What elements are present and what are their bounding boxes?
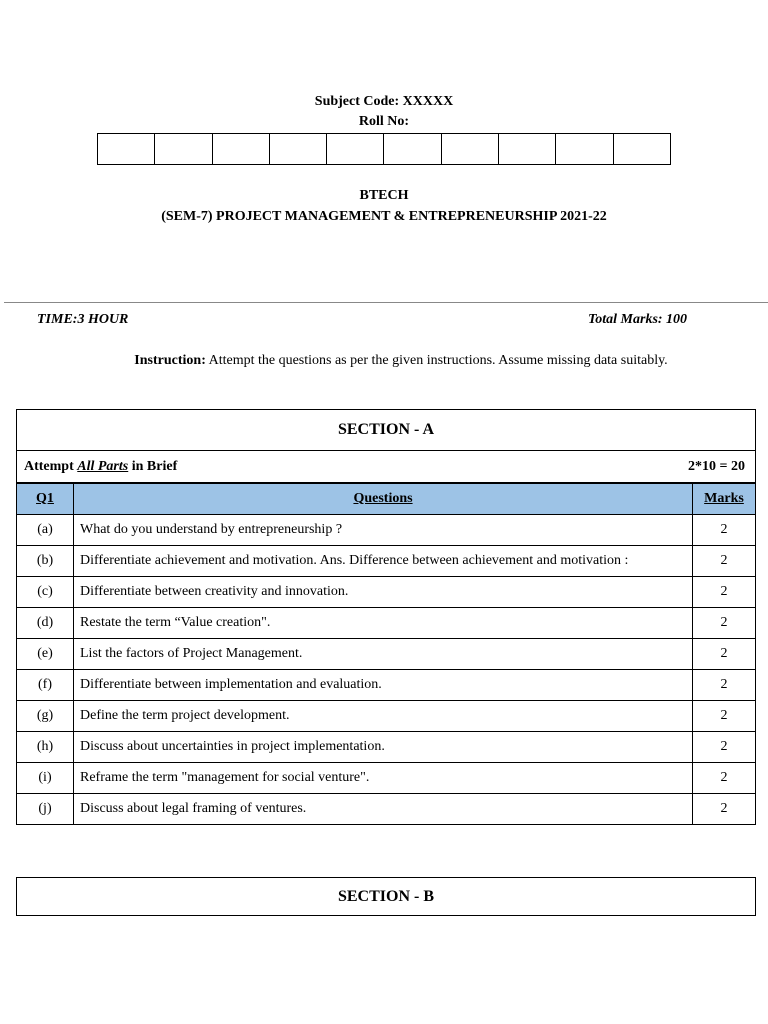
question-marks: 2 [693,763,756,794]
marks-formula: 2*10 = 20 [688,459,745,474]
roll-no-label: Roll No: [358,114,410,129]
question-text: Restate the term “Value creation". [74,608,693,639]
table-row [17,732,755,763]
instruction-label: Instruction: [134,353,206,368]
section-a [16,409,756,825]
section-b [16,877,756,916]
horizontal-divider [4,302,768,303]
instruction-text: Attempt the questions as per the given instructions. Assume missing data suitably. [205,353,668,368]
question-marks: 2 [693,639,756,670]
question-part: (d) [17,608,74,639]
table-row [17,546,755,577]
column-header-marks: Marks [693,484,756,515]
roll-no-box [556,134,613,164]
question-marks: 2 [693,701,756,732]
attempt-instruction [24,451,177,482]
subject-code: Subject Code: XXXXX [314,94,454,109]
roll-no-box [155,134,212,164]
question-part: (h) [17,732,74,763]
roll-no-box [327,134,384,164]
question-text: Differentiate between creativity and innovation. [74,577,693,608]
questions-table [17,483,755,824]
question-marks: 2 [693,670,756,701]
question-part: (f) [17,670,74,701]
question-marks: 2 [693,546,756,577]
question-part: (e) [17,639,74,670]
table-row [17,577,755,608]
table-row [17,608,755,639]
question-text: Define the term project development. [74,701,693,732]
roll-no-box [213,134,270,164]
question-text: Differentiate achievement and motivation. Ans. Difference between achievement and motivation : [74,546,693,577]
roll-no-box [270,134,327,164]
roll-no-box [98,134,155,164]
question-part: (j) [17,794,74,825]
program-title: BTECH [359,188,409,203]
question-text: What do you understand by entrepreneurship ? [74,515,693,546]
table-row [17,701,755,732]
question-text: Discuss about legal framing of ventures. [74,794,693,825]
question-part: (b) [17,546,74,577]
question-text: Discuss about uncertainties in project implementation. [74,732,693,763]
table-row [17,670,755,701]
roll-no-box [499,134,556,164]
table-row [17,794,755,825]
attempt-instruction-row [17,451,755,483]
question-text: List the factors of Project Management. [74,639,693,670]
section-b-title: SECTION - B [337,888,435,905]
table-row [17,639,755,670]
roll-no-box [614,134,670,164]
question-text: Differentiate between implementation and evaluation. [74,670,693,701]
question-part: (a) [17,515,74,546]
question-marks: 2 [693,577,756,608]
question-marks: 2 [693,608,756,639]
question-marks: 2 [693,515,756,546]
question-part: (i) [17,763,74,794]
table-row [17,763,755,794]
total-marks: Total Marks: 100 [588,312,688,327]
question-marks: 2 [693,732,756,763]
question-part: (g) [17,701,74,732]
course-title: (SEM-7) PROJECT MANAGEMENT & ENTREPRENEURSHIP 2021-22 [161,209,607,224]
table-row [17,515,755,546]
roll-no-box [384,134,441,164]
question-text: Reframe the term "management for social venture". [74,763,693,794]
roll-no-boxes [97,133,671,165]
attempt-emphasis: All Parts [77,459,129,474]
roll-no-box [442,134,499,164]
question-marks: 2 [693,794,756,825]
attempt-suffix: in Brief [128,459,178,474]
attempt-prefix: Attempt [24,459,78,474]
column-header-questions: Questions [74,484,693,515]
instruction [0,353,768,369]
table-header-row [17,484,755,515]
question-part: (c) [17,577,74,608]
column-header-q1: Q1 [17,484,74,515]
section-a-title: SECTION - A [17,410,755,451]
exam-time: TIME:3 HOUR [37,312,129,327]
